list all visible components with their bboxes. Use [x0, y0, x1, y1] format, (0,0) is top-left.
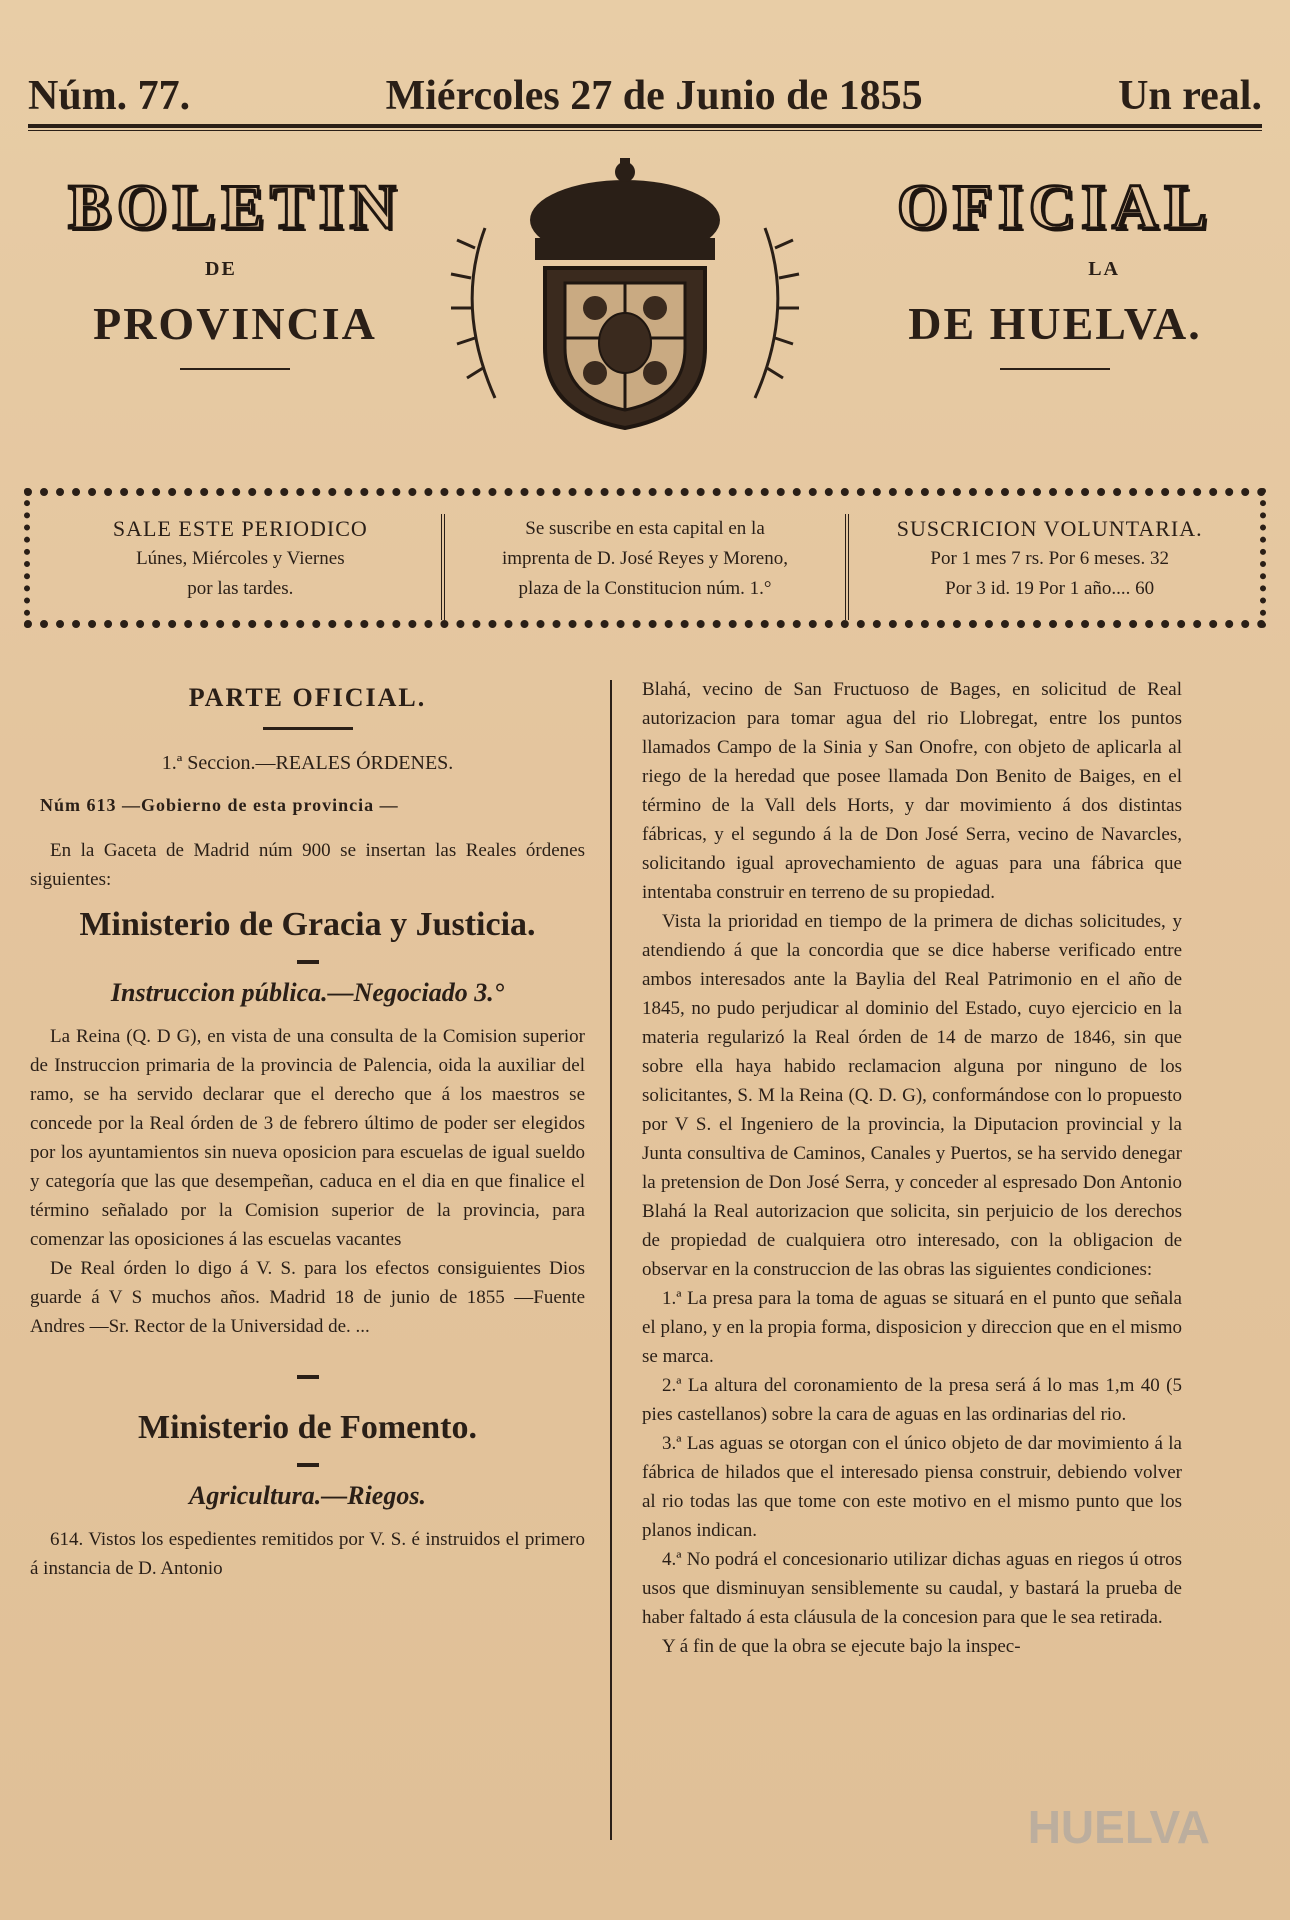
- column-separator: [610, 680, 612, 1840]
- subscription-place-line1: Se suscribe en esta capital en la: [525, 518, 765, 539]
- publication-days-text: Lúnes, Miércoles y Viernes: [136, 548, 345, 569]
- title-la: LA: [1088, 258, 1120, 280]
- masthead-left: [20, 170, 450, 370]
- decree-number: Núm 613 —Gobierno de esta provincia —: [40, 795, 399, 815]
- title-boletin: BOLETIN: [68, 171, 402, 242]
- agricultura-heading: Agricultura.—Riegos.: [189, 1481, 426, 1510]
- body-paragraph: Blahá, vecino de San Fructuoso de Bages, en solicitud de Real autorizacion para tomar agua del rio Llobregat, entre los puntos llamados Campo de la Sinia y San Onofre, con objeto de aplicarla al riego de la heredad que posee llamada Don Benito de Baiges, en el término de la Vall dels Horts, y dar movimiento á dos distintas fábricas, y el segundo á la de Don José Serra, vecino de Navarcles, solicitando igual aprovechamiento de aguas para una fábrica que intentaba construir en terreno de su propiedad.: [642, 679, 1182, 903]
- subscription-box: [24, 488, 1266, 628]
- instruccion-heading: Instruccion pública.—Negociado 3.°: [110, 978, 505, 1007]
- price-line1: Por 1 mes 7 rs. Por 6 meses. 32: [930, 548, 1169, 569]
- publication-heading: SALE ESTE PERIODICO: [112, 516, 368, 541]
- title-de-huelva: DE HUELVA.: [908, 298, 1202, 349]
- header-line: [28, 72, 1262, 120]
- body-paragraph: De Real órden lo digo á V. S. para los efectos consiguientes Dios guarde á V S muchos años. Madrid 18 de junio de 1855 —Fuente Andres —Sr. Rector de la Universidad de. ...: [30, 1258, 585, 1337]
- subscription-place: [441, 514, 846, 620]
- header-rule: [28, 124, 1262, 128]
- subscription-heading: SUSCRICION VOLUNTARIA.: [896, 516, 1203, 541]
- body-paragraph: Y á fin de que la obra se ejecute bajo la inspec-: [662, 1636, 1021, 1657]
- small-rule: [297, 960, 319, 964]
- issue-price: Un real.: [1118, 73, 1262, 119]
- title-oficial: OFICIAL: [897, 171, 1213, 242]
- issue-date: Miércoles 27 de Junio de 1855: [385, 73, 923, 119]
- ministry-fomento: Ministerio de Fomento.: [138, 1409, 477, 1446]
- body-paragraph: La Reina (Q. D G), en vista de una consulta de la Comision superior de Instruccion primaria de la provincia de Palencia, oida la auxiliar del ramo, se ha servido declarar que el derecho que á los maestros se concede por la Real órden de 3 de febrero último de poder ser elegidos por los ayuntamientos sin nueva oposicion para escuelas de igual sueldo y categoría que las que desempeñan, caduca en el dia en que finalice el término señalado por la Comision superior de la provincia, para comenzar las oposiciones á las escuelas vacantes: [30, 1026, 585, 1250]
- masthead-right: [840, 170, 1270, 370]
- condition-1: 1.ª La presa para la toma de aguas se situará en el punto que señala el plano, y en la propia forma, disposicion y direccion que en el mismo se marca.: [642, 1288, 1182, 1367]
- body-paragraph: 614. Vistos los espedientes remitidos por V. S. é instruidos el primero á instancia de D. Antonio: [30, 1529, 585, 1579]
- watermark-text: HUELVA: [1027, 1801, 1210, 1853]
- subscription-place-line2: imprenta de D. José Reyes y Moreno,: [502, 548, 788, 569]
- small-rule: [297, 1463, 319, 1467]
- small-rule: [297, 1375, 319, 1379]
- intro-paragraph: En la Gaceta de Madrid núm 900 se insertan las Reales órdenes siguientes:: [30, 840, 585, 890]
- condition-3: 3.ª Las aguas se otorgan con el único objeto de dar movimiento á la fábrica de hilados que el interesado piensa construir, debiendo volver al rio todas las que tome con este motivo en el mismo punto que los planos indican.: [642, 1433, 1182, 1541]
- section-title: PARTE OFICIAL.: [188, 683, 427, 712]
- condition-2: 2.ª La altura del coronamiento de la presa será á lo mas 1,m 40 (5 pies castellanos) sobre la cara de aguas en las ordinarias del rio.: [642, 1375, 1182, 1425]
- price-line2: Por 3 id. 19 Por 1 año.... 60: [945, 578, 1155, 599]
- right-column: [642, 675, 1182, 1661]
- title-de: DE: [205, 258, 237, 280]
- publication-time: por las tardes.: [187, 578, 294, 599]
- left-column: [30, 675, 585, 1583]
- archive-watermark: [990, 1800, 1210, 1900]
- section-rule: [263, 727, 353, 730]
- subsection-title: 1.ª Seccion.—REALES ÓRDENES.: [161, 752, 454, 774]
- title-provincia: PROVINCIA: [93, 298, 377, 349]
- ornament-rule: [180, 368, 290, 370]
- issue-number: Núm. 77.: [28, 73, 191, 119]
- condition-4: 4.ª No podrá el concesionario utilizar dichas aguas en riegos ú otros usos que disminuyan sensiblemente su caudal, y bastará la prueba de haber faltado á esta cláusula de la concesion para que le sea retirada.: [642, 1549, 1182, 1628]
- ministry-gracia-justicia: Ministerio de Gracia y Justicia.: [79, 906, 536, 943]
- royal-crest-icon: [425, 158, 825, 438]
- header-rule-thin: [28, 130, 1262, 131]
- ornament-rule: [1000, 368, 1110, 370]
- subscription-place-line3: plaza de la Constitucion núm. 1.°: [518, 578, 772, 599]
- body-paragraph: Vista la prioridad en tiempo de la primera de dichas solicitudes, y atendiendo á que la concordia que se dice haberse verificado entre ambos interesados ante la Baylia del Real Patrimonio en el año de 1845, no pudo perjudicar al dominio del Estado, cuyo ejercicio en la materia regularizó la Real órden de 14 de marzo de 1846, sin que sobre ella haya habido reclamacion alguna por ninguno de los solicitantes, S. M la Reina (Q. D. G), conformándose con lo propuesto por V S. el Ingeniero de la provincia, la Diputacion provincial y la Junta consultiva de Caminos, Canales y Puertos, se ha servido denegar la pretension de Don José Serra, y conceder al espresado Don Antonio Blahá la Real autorizacion que solicita, sin perjuicio de los derechos de propiedad de cualquiera otro interesado, con la obligacion de observar en la construccion de las obras las siguientes condiciones:: [642, 911, 1182, 1280]
- masthead: [20, 170, 1270, 450]
- publication-days: [40, 514, 441, 620]
- subscription-prices: [845, 514, 1250, 620]
